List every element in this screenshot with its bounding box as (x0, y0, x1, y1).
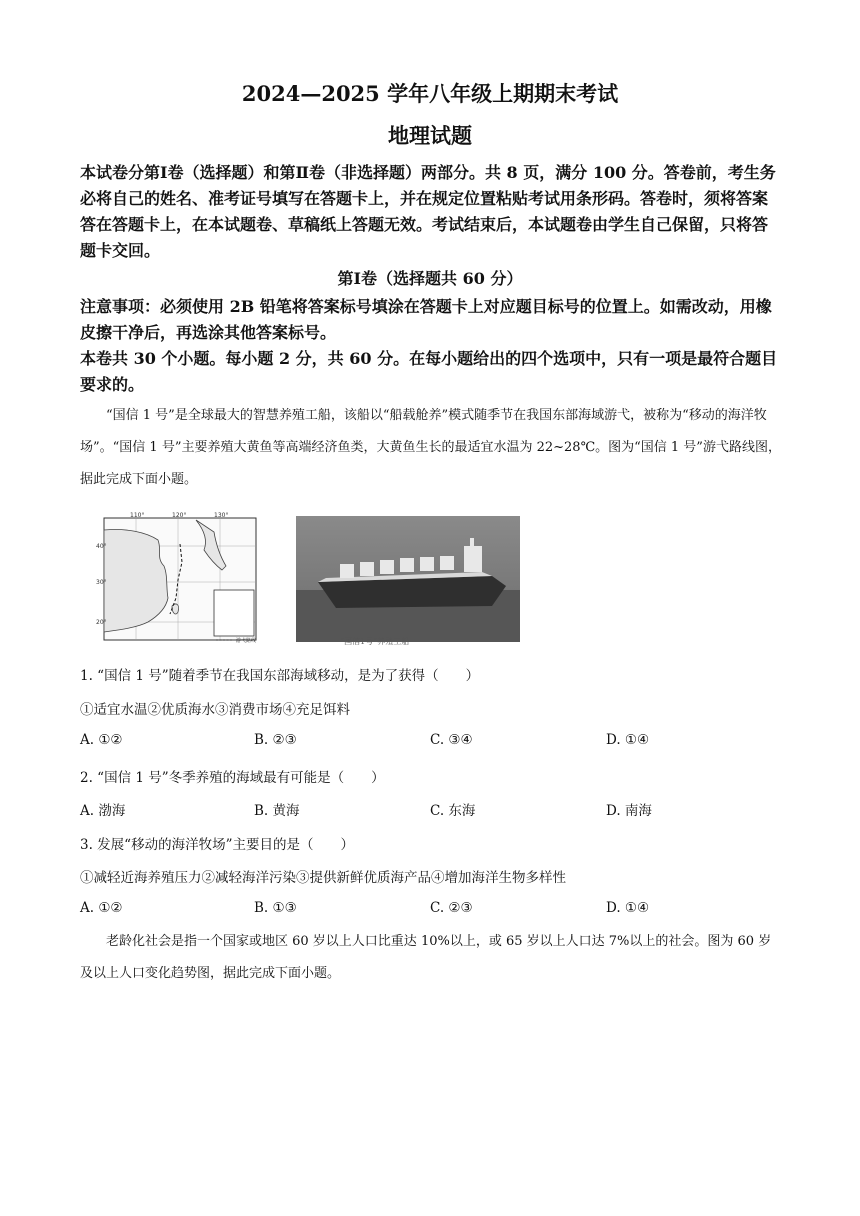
q2-option-d[interactable]: D. 南海 (606, 803, 652, 819)
question-3-stem: 3. 发展“移动的海洋牧场”主要目的是（ ） (80, 837, 354, 853)
q3-option-c[interactable]: C. ②③ (430, 900, 473, 916)
question-1-stem: 1. “国信 1 号”随着季节在我国东部海域移动，是为了获得（ ） (80, 668, 480, 684)
route-map (96, 510, 264, 644)
ship-photo (296, 516, 520, 642)
q2-option-a[interactable]: A. 渤海 (80, 803, 126, 819)
exam-instructions: 本试卷分第Ⅰ卷（选择题）和第Ⅱ卷（非选择题）两部分。共 8 页，满分 100 分。答卷前，考生务必将自己的姓名、准考证号填写在答题卡上，并在规定位置粘贴考试用条形码。答卷时，须将答案答在答题卡上，在本试题卷、草稿纸上答题无效。考试结束后，本试题卷由学生自己保留，只将答题卡交回。 (80, 163, 776, 260)
q1-option-b[interactable]: B. ②③ (254, 732, 297, 748)
exam-subtitle: 地理试题 (388, 123, 472, 148)
q3-option-a[interactable]: A. ①② (80, 900, 123, 916)
q2-option-c[interactable]: C. 东海 (430, 803, 476, 819)
lon-label-120: 120° (172, 512, 187, 519)
lon-label-130: 130° (214, 512, 229, 519)
q1-option-d[interactable]: D. ①④ (606, 732, 650, 748)
question-2-stem: 2. “国信 1 号”冬季养殖的海域最有可能是（ ） (80, 770, 385, 786)
q2-option-b[interactable]: B. 黄海 (254, 803, 300, 819)
lat-label-20: 20° (96, 619, 107, 626)
context-passage-2: 老龄化社会是指一个国家或地区 60 岁以上人口比重达 10%以上，或 65 岁以上人口达 7%以上的社会。图为 60 岁及以上人口变化趋势图，据此完成下面小题。 (80, 934, 772, 981)
question-1-statements: ①适宜水温②优质海水③消费市场④充足饵料 (80, 702, 350, 718)
lat-label-30: 30° (96, 579, 107, 586)
q1-option-c[interactable]: C. ③④ (430, 732, 473, 748)
exam-title: 2024—2025 学年八年级上期期末考试 (241, 81, 619, 106)
question-3-statements: ①减轻近海养殖压力②减轻海洋污染③提供新鲜优质海产品④增加海洋生物多样性 (80, 870, 566, 886)
q3-option-d[interactable]: D. ①④ (606, 900, 650, 916)
context-passage-1: “国信 1 号”是全球最大的智慧养殖工船，该船以“船载舱养”模式随季节在我国东部海域游弋，被称为“移动的海洋牧场”。“国信 1 号”主要养殖大黄鱼等高端经济鱼类，大黄鱼生长的最适宜水温为 22~28℃。图为“国信 1 号”游弋路线图，据此完成下面小题。 (80, 408, 781, 487)
lat-label-40: 40° (96, 543, 107, 550)
q1-option-a[interactable]: A. ①② (80, 732, 123, 748)
section-rule: 本卷共 30 个小题。每小题 2 分，共 60 分。在每小题给出的四个选项中，只有一项是最符合题目要求的。 (80, 349, 778, 394)
notice-text: 注意事项：必须使用 2B 铅笔将答案标号填涂在答题卡上对应题目标号的位置上。如需改动，用橡皮擦干净后，再选涂其他答案标号。 (80, 297, 772, 342)
ship-caption: “国信1号”养殖工船 (340, 637, 410, 646)
map-legend-label: 游弋路线 (236, 638, 257, 644)
lon-label-110: 110° (130, 512, 145, 519)
section-heading: 第Ⅰ卷（选择题共 60 分） (337, 269, 523, 288)
q3-option-b[interactable]: B. ①③ (254, 900, 297, 916)
